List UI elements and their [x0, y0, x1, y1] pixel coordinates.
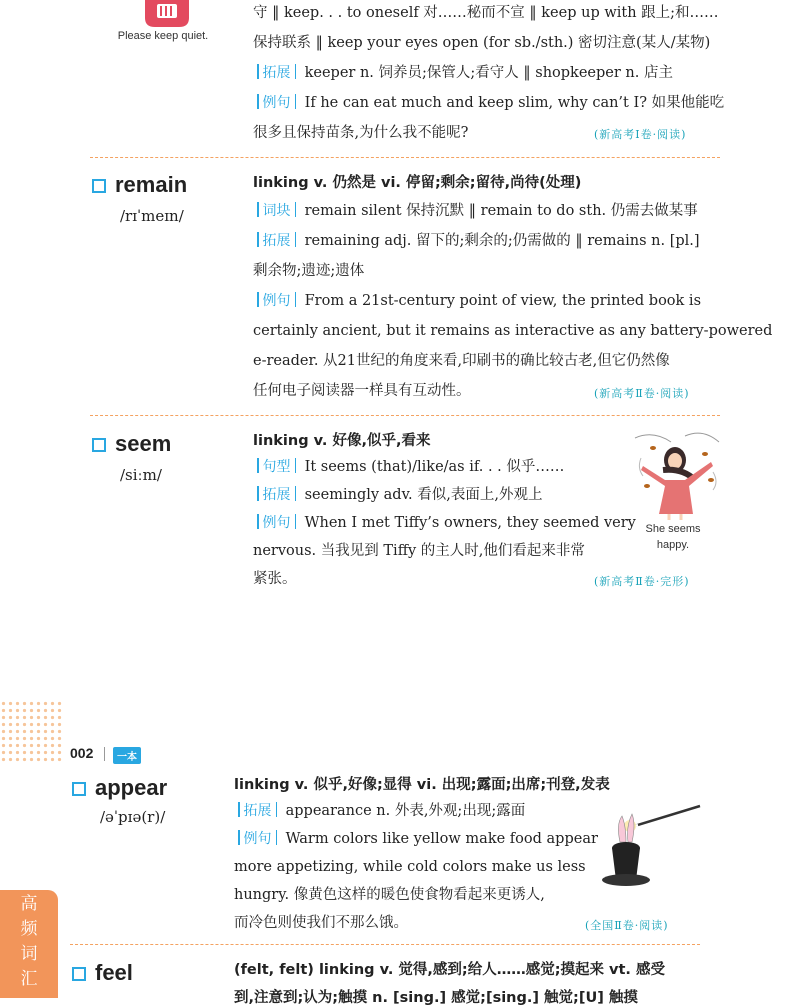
- side-tab-char: 频: [20, 919, 38, 939]
- seem-example-3: 紧张。: [253, 571, 297, 587]
- checkbox[interactable]: [92, 438, 106, 452]
- top-kuozhan: 拓展 keeper n. 饲养员;保管人;看守人 ‖ shopkeeper n. 店主: [253, 62, 673, 84]
- feel-line-1: (felt, felt) linking v. 觉得,感到;给人……感觉;摸起来 vt. 感受: [234, 962, 665, 978]
- appear-example-4: 而冷色则使我们不那么饿。: [234, 915, 408, 931]
- remain-example-2: certainly ancient, but it remains as interactive as any battery-powered: [253, 323, 773, 339]
- top-source: (新高考Ⅰ卷·阅读): [594, 128, 687, 141]
- remain-cikuai: 词块 remain silent 保持沉默 ‖ remain to do sth. 仍需去做某事: [253, 200, 698, 222]
- liju-tag: 例句: [253, 515, 300, 531]
- page-number-divider: [104, 747, 105, 761]
- divider: [90, 157, 720, 158]
- top-illustration-caption: Please keep quiet.: [117, 30, 209, 42]
- seem-example-1: 例句 When I met Tiffy’s owners, they seemed very: [253, 512, 636, 534]
- phonetic-appear: /əˈpɪə(r)/: [100, 808, 166, 826]
- headword-remain: remain: [92, 172, 187, 198]
- side-tab[interactable]: [0, 890, 58, 998]
- seem-juxing: 句型 It seems (that)/like/as if. . . 似乎……: [253, 456, 564, 478]
- top-example-1: 例句 If he can eat much and keep slim, why can’t I? 如果他能吃: [253, 92, 724, 114]
- keep-illustration: [143, 0, 191, 28]
- pos-remain: linking v. 仍然是 vi. 停留;剩余;留待,尚待(处理): [253, 175, 582, 191]
- side-tab-char: 词: [20, 944, 38, 964]
- remain-source: (新高考Ⅱ卷·阅读): [594, 387, 690, 400]
- page-number: 002: [70, 745, 94, 761]
- kuozhan-tag: 拓展: [253, 65, 300, 81]
- appear-example-2: more appetizing, while cold colors make us less: [234, 859, 586, 875]
- appear-example-1: 例句 Warm colors like yellow make food appear: [234, 828, 598, 850]
- magic-hat-illustration: [598, 802, 703, 888]
- kuozhan-tag: 拓展: [253, 487, 300, 503]
- page-badge: 一本: [113, 747, 141, 764]
- side-tab-char: 汇: [20, 969, 38, 989]
- headword-feel: feel: [72, 960, 133, 986]
- appear-example-3: hungry. 像黄色这样的暖色使食物看起来更诱人,: [234, 887, 545, 903]
- juxing-tag: 句型: [253, 459, 300, 475]
- remain-example-1: 例句 From a 21st-century point of view, the printed book is: [253, 290, 701, 312]
- liju-tag: 例句: [234, 831, 281, 847]
- appear-source: (全国Ⅱ卷·阅读): [585, 919, 669, 932]
- seem-source: (新高考Ⅱ卷·完形): [594, 575, 690, 588]
- kuozhan-tag: 拓展: [253, 233, 300, 249]
- headword-seem: seem: [92, 431, 171, 457]
- seem-caption: She seems happy.: [645, 523, 701, 551]
- remain-kuozhan-2: 剩余物;遗迹;遗体: [253, 263, 365, 279]
- dot-pattern: [0, 700, 62, 762]
- remain-example-4: 任何电子阅读器一样具有互动性。: [253, 383, 471, 399]
- remain-example-3: e-reader. 从21世纪的角度来看,印刷书的确比较古老,但它仍然像: [253, 353, 670, 369]
- phonetic-seem: /siːm/: [120, 466, 162, 484]
- pos-seem: linking v. 好像,似乎,看来: [253, 433, 431, 449]
- checkbox[interactable]: [72, 782, 86, 796]
- liju-tag: 例句: [253, 293, 300, 309]
- appear-kuozhan: 拓展 appearance n. 外表,外观;出现;露面: [234, 800, 525, 822]
- top-example-2: 很多且保持苗条,为什么我不能呢?: [253, 125, 469, 141]
- pos-appear: linking v. 似乎,好像;显得 vi. 出现;露面;出席;刊登,发表: [234, 777, 610, 793]
- feel-line-2: 到,注意到;认为;触摸 n. [sing.] 感觉;[sing.] 触觉;[U] 触摸: [234, 990, 638, 1006]
- liju-tag: 例句: [253, 95, 300, 111]
- seem-example-2: nervous. 当我见到 Tiffy 的主人时,他们看起来非常: [253, 543, 585, 559]
- divider: [90, 415, 720, 416]
- remain-kuozhan-1: 拓展 remaining adj. 留下的;剩余的;仍需做的 ‖ remains n. [pl.]: [253, 230, 700, 252]
- top-line-1: 守 ‖ keep. . . to oneself 对……秘而不宣 ‖ keep up with 跟上;和……: [253, 5, 719, 21]
- happy-girl-illustration: [633, 428, 723, 520]
- checkbox[interactable]: [92, 179, 106, 193]
- seem-kuozhan: 拓展 seemingly adv. 看似,表面上,外观上: [253, 484, 543, 506]
- cikuai-tag: 词块: [253, 203, 300, 219]
- kuozhan-tag: 拓展: [234, 803, 281, 819]
- divider: [70, 944, 700, 945]
- headword-appear: appear: [72, 775, 167, 801]
- checkbox[interactable]: [72, 967, 86, 981]
- top-line-2: 保持联系 ‖ keep your eyes open (for sb./sth.) 密切注意(某人/某物): [253, 35, 711, 51]
- side-tab-char: 高: [20, 894, 38, 914]
- phonetic-remain: /rɪˈmeɪn/: [120, 207, 184, 225]
